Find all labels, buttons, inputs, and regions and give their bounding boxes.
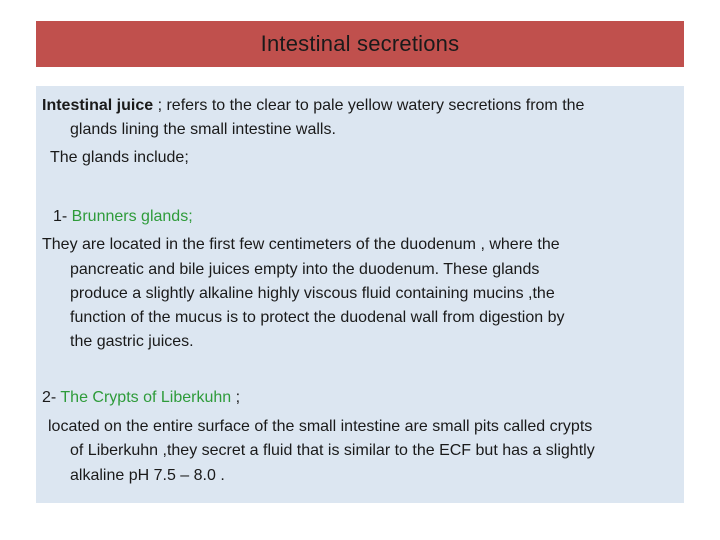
- slide-title: Intestinal secretions: [260, 31, 460, 56]
- section2-heading: [42, 388, 240, 408]
- section2-title-suffix: ;: [231, 389, 241, 406]
- section1-line-3: produce a slightly alkaline highly viscous fluid containing mucins ,the: [70, 285, 555, 302]
- section1-line-2: pancreatic and bile juices empty into the duodenum. These glands: [70, 261, 540, 278]
- section1-title: Brunners glands;: [71, 208, 193, 225]
- intro-definition-1: ; refers to the clear to pale yellow watery secretions from the: [153, 97, 585, 114]
- section1-line-4: function of the mucus is to protect the duodenal wall from digestion by: [70, 309, 565, 326]
- intro-line-1: [42, 96, 584, 116]
- section2-line-2: of Liberkuhn ,they secret a fluid that is similar to the ECF but has a slightly: [70, 442, 595, 459]
- section1-number: 1-: [53, 208, 72, 225]
- intro-term: Intestinal juice: [42, 97, 154, 114]
- section1-line-5: the gastric juices.: [70, 333, 194, 350]
- section2-title: The Crypts of Liberkuhn: [60, 389, 232, 406]
- section2-line-1: located on the entire surface of the small intestine are small pits called crypts: [48, 418, 593, 435]
- glands-include-text: The glands include;: [50, 149, 189, 166]
- content-box: [36, 86, 684, 503]
- slide-title-bar: [36, 21, 684, 67]
- intro-definition-2: glands lining the small intestine walls.: [70, 121, 336, 138]
- section1-heading: [53, 207, 193, 227]
- section1-line-1: They are located in the first few centimeters of the duodenum , where the: [42, 236, 560, 253]
- section2-number: 2-: [42, 389, 61, 406]
- section2-line-3: alkaline pH 7.5 – 8.0 .: [70, 467, 225, 484]
